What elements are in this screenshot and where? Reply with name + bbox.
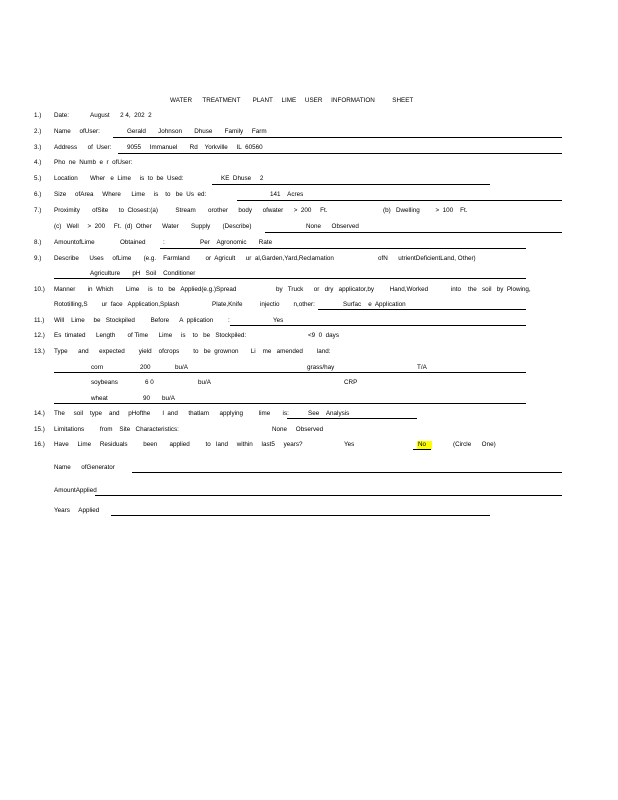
crop-yield: 90 [143,395,151,402]
underline [413,449,431,450]
field-label-manner-line2b: Plate,Knife injectio n,other: [212,301,315,308]
underline [318,309,526,310]
field-label-name: Name ofUser: [54,128,100,135]
field-value-soil: See Analysis [308,410,350,417]
field-label-amount-applied: AmountApplied [54,487,97,494]
field-label-manner-cont: by Truck or dry applicator,by Hand,Worked into the soil by Plowing, [276,286,531,293]
field-label-address: Address of User: [54,144,112,151]
item-number: 5.) [34,175,42,182]
field-value-name: Gerald Johnson Dhuse Family Farm [127,128,267,135]
field-value-date: August 2 4, 202 2 [90,112,152,119]
item-number: 3.) [34,144,42,151]
item-number: 9.) [34,255,42,262]
field-label-uses: Describe Uses ofLime (e.g. Farmland or Agricult ur al,Garden,Yard,Reclamation [54,255,334,262]
underline [237,200,562,201]
item-number: 10.) [34,286,45,293]
field-label-date: Date: [54,112,70,119]
field-value-address: 9055 Immanuel Rd Yorkville IL 60560 [127,144,263,151]
field-label-phone: Pho ne Numb e r ofUser: [54,159,133,166]
item-number: 7.) [34,207,42,214]
field-label-location: Location Wher e Lime is to be Used: [54,175,184,182]
option-no-selected[interactable]: No [417,441,432,449]
field-label-amount: AmountofLime [54,239,95,246]
crop-name-crp: CRP [344,379,358,386]
underline [132,472,562,473]
underline [118,153,562,154]
field-label-obtained: Obtained : [120,239,165,246]
field-label-size: Size ofArea Where Lime is to be Us ed: [54,191,207,198]
circle-one-note: (Circle One) [453,441,496,448]
field-value-limitations: None Observed [272,426,324,433]
underline [54,278,526,279]
underline [230,325,526,326]
field-label-soil: The soil type and pHofthe l and thatlam applying lime is: [54,410,289,417]
item-number: 11.) [34,317,45,324]
crop-unit-grass: T/A [417,364,427,371]
crop-unit: bu/A [175,364,188,371]
field-value-length: <9 0 days [308,332,339,339]
underline [265,232,562,233]
field-label-colon: : [228,317,230,324]
field-label-stockpiled: Will Lime be Stockpiled Before A pplication [54,317,214,324]
item-number: 8.) [34,239,42,246]
sheet-title: WATER TREATMENT PLANT LIME USER INFORMATION SHEET [170,97,414,104]
option-yes[interactable]: Yes [344,441,355,448]
item-number: 13.) [34,348,45,355]
field-value-manner: Surfac e Application [343,301,406,308]
underline [160,248,526,249]
item-number: 1.) [34,112,42,119]
crop-name: wheat [91,395,108,402]
item-number: 6.) [34,191,42,198]
field-label-years-applied: Years Applied [54,507,100,514]
field-value-rate: Per Agronomic Rate [200,239,273,246]
crop-name: soybeans [91,379,118,386]
crop-yield: 200 [140,364,151,371]
field-value-uses: Agriculture pH Soil Conditioner [90,270,196,277]
crop-unit: bu/A [162,395,175,402]
field-value-stockpiled: Yes [273,317,284,324]
item-number: 4.) [34,159,42,166]
field-label-manner: Manner in Which Lime is to be Applied(e.g.)Spread [54,286,237,293]
crop-name: corn [91,364,104,371]
field-label-manner-line2: Rototilling,S ur face Application,Splash [54,301,180,308]
field-value-size: 141 Acres [270,191,304,198]
item-number: 2.) [34,128,42,135]
underline [113,137,562,138]
field-label-limitations: Limitations from Site Characteristics: [54,426,179,433]
field-label-proximity: Proximity ofSite to Closest:(a) Stream orother body ofwater > 200 Ft. [54,207,328,214]
underline [54,372,526,373]
field-label-length: Es timated Length of Time Lime is to be Stockpiled: [54,332,247,339]
underline [111,515,490,516]
item-number: 14.) [34,410,45,417]
crop-name-grass: grass/hay [307,364,335,371]
item-number: 15.) [34,426,45,433]
item-number: 12.) [34,332,45,339]
underline [54,403,526,404]
crop-yield: 6 0 [145,379,154,386]
field-value-water-supply: None Observed [306,223,359,230]
field-label-generator: Name ofGenerator [54,464,115,471]
underline [212,184,490,185]
underline [287,418,417,419]
field-value-location: KE Dhuse 2 [221,175,264,182]
field-label-crops: Type and expected yield ofcrops to be grownon Li me amended land: [54,348,331,355]
item-number: 16.) [34,441,45,448]
crop-unit: bu/A [198,379,211,386]
field-label-uses-other: ofN utrientDeficientLand, Other) [378,255,476,262]
underline [95,495,562,496]
field-value-dwelling: (b) Dwelling > 100 Ft. [383,207,468,214]
field-label-residuals: Have Lime Residuals been applied to land within last5 years? [54,441,303,448]
field-label-well: (c) Well > 200 Ft. (d) Other Water Supply (Describe) [54,223,252,230]
